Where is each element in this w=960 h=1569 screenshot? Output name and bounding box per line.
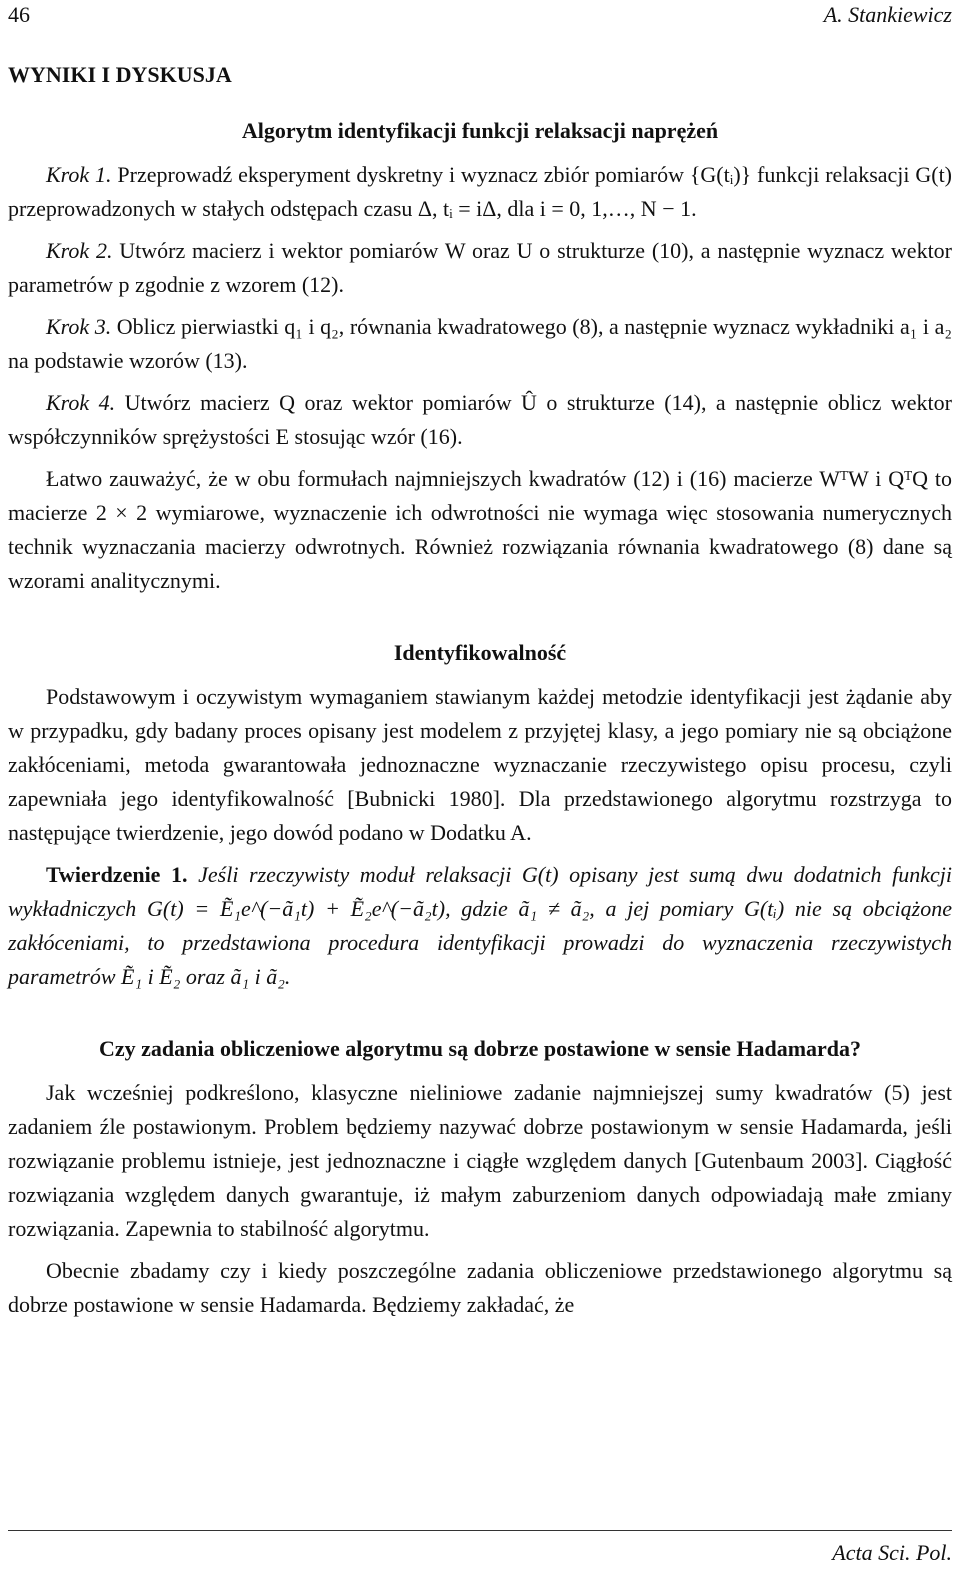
algorithm-step-1 — [8, 158, 952, 226]
step-label: Krok 3. — [46, 314, 112, 339]
page-header — [8, 0, 952, 30]
algorithm-note: Łatwo zauważyć, że w obu formułach najmniejszych kwadratów (12) i (16) macierze WᵀW i QᵀQ to macierze 2 × 2 wymiarowe, wyznaczenie ich odwrotności nie wymaga więc stosowania numerycznych technik wyznaczania macierzy odwrotnych. Również rozwiązania równania kwadratowego (8) dane są wzorami analitycznymi. — [8, 466, 952, 593]
section-title: WYNIKI I DYSKUSJA — [8, 62, 232, 87]
algorithm-step-2 — [8, 234, 952, 302]
step-text: Przeprowadź eksperyment dyskretny i wyznacz zbiór pomiarów {G(tᵢ)} funkcji relaksacji G(t) przeprowadzonych w stałych odstępach czasu Δ, tᵢ = iΔ, dla i = 0, 1,…, N − 1. — [8, 162, 953, 221]
hadamard-paragraph-1: Jak wcześniej podkreślono, klasyczne nieliniowe zadanie najmniejszej sumy kwadratów (5) jest zadaniem źle postawionym. Problem będziemy nazywać dobrze postawionym w sensie Hadamarda, jeśli rozwiązanie problemu istnieje, jest jednoznaczne i ciągłe względem danych [Gutenbaum 2003]. Ciągłość rozwiązania względem danych gwarantuje, iż małym zaburzeniom danych odpowiadają małe zmiany rozwiązania. Zapewnia to stabilność algorytmu. — [8, 1080, 952, 1241]
step-text: Utwórz macierz Q oraz wektor pomiarów Û o strukturze (14), a następnie oblicz wektor współczynników sprężystości E stosując wzór (16). — [8, 390, 953, 449]
running-head-author: A. Stankiewicz — [823, 2, 952, 27]
theorem-1 — [8, 858, 952, 994]
hadamard-title: Czy zadania obliczeniowe algorytmu są dobrze postawione w sensie Hadamarda? — [98, 1036, 862, 1061]
step-label: Krok 1. — [46, 162, 112, 187]
step-label: Krok 2. — [46, 238, 113, 263]
theorem-text: Jeśli rzeczywisty moduł relaksacji G(t) opisany jest sumą dwu dodatnich funkcji wykładniczych G(t) = Ẽ₁e^(−ã₁t) + Ẽ₂e^(−ã₂t), gdzie ã₁ ≠ ã₂, a jej pomiary G(tᵢ) nie są obciążone zakłóceniami, to przedstawiona procedura identyfikacji prowadzi do wyznaczenia rzeczywistych parametrów Ẽ₁ i Ẽ₂ oraz ã₁ i ã₂. — [8, 862, 953, 989]
theorem-label: Twierdzenie 1. — [46, 862, 188, 887]
step-text: Oblicz pierwiastki q₁ i q₂, równania kwadratowego (8), a następnie wyznacz wykładniki a₁ i a₂ na podstawie wzorów (13). — [8, 314, 953, 373]
spacer — [8, 606, 952, 636]
algorithm-title: Algorytm identyfikacji funkcji relaksacji naprężeń — [241, 118, 719, 143]
algorithm-step-3 — [8, 310, 952, 378]
identifiability-title: Identyfikowalność — [393, 640, 567, 665]
page-number: 46 — [8, 2, 30, 27]
hadamard-paragraph-2: Obecnie zbadamy czy i kiedy poszczególne zadania obliczeniowe przedstawionego algorytmu są dobrze postawione w sensie Hadamarda. Będziemy zakładać, że — [8, 1258, 952, 1317]
step-text: Utwórz macierz i wektor pomiarów W oraz U o strukturze (10), a następnie wyznacz wektor parametrów p zgodnie z wzorem (12). — [8, 238, 953, 297]
body-text — [8, 58, 952, 1330]
spacer — [8, 1002, 952, 1032]
identifiability-paragraph: Podstawowym i oczywistym wymaganiem stawianym każdej metodzie identyfikacji jest żądanie aby w przypadku, gdy badany proces opisany jest modelem z przyjętej klasy, a jego pomiary nie są obciążone zakłóceniami, metoda gwarantowała jednoznaczne wyznaczanie rzeczywistego opisu procesu, czyli zapewniała jego identyfikowalność [Bubnicki 1980]. Dla przedstawionego algorytmu rozstrzyga to następujące twierdzenie, jego dowód podano w Dodatku A. — [8, 684, 952, 845]
step-label: Krok 4. — [46, 390, 116, 415]
algorithm-step-4 — [8, 386, 952, 454]
footer-rule — [8, 1530, 952, 1531]
journal-name: Acta Sci. Pol. — [832, 1540, 952, 1565]
